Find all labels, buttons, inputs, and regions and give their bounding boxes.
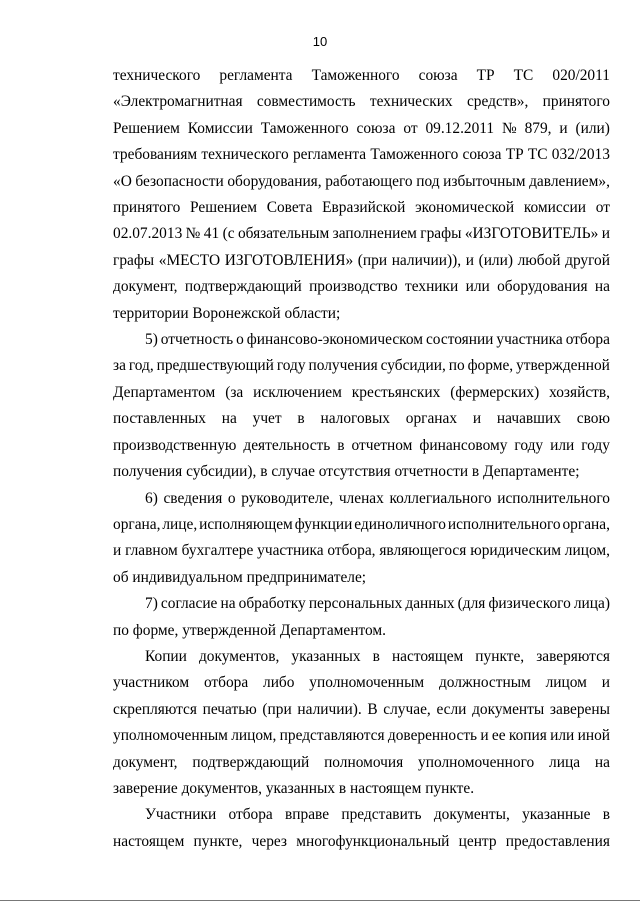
text-line: 5) отчетность о финансово-экономическом состоянии участника отбора (145, 331, 610, 349)
text-line: графы «МЕСТО ИЗГОТОВЛЕНИЯ» (при наличии)), и (или) любой другой (113, 251, 610, 269)
paragraph (113, 802, 610, 855)
text-line: 02.07.2013 № 41 (с обязательным заполнением графы «ИЗГОТОВИТЕЛЬ» и (113, 225, 610, 243)
text-line: Департаментом (за исключением крестьянских (фермерских) хозяйств, (113, 383, 610, 401)
paragraph (113, 591, 610, 644)
text-line: документ, подтверждающий производство техники или оборудования на (113, 278, 610, 296)
text-line: настоящем пункте, через многофункциональный центр предоставления (113, 832, 610, 850)
text-line: документ, подтверждающий полномочия уполномоченного лица на (113, 753, 610, 771)
paragraph (113, 486, 610, 592)
text-line: участником отбора либо уполномоченным должностным лицом и (113, 674, 610, 692)
page-number: 10 (312, 34, 328, 49)
text-line: об индивидуальном предпринимателе; (113, 568, 367, 586)
paragraph (113, 63, 610, 327)
text-line: 6) сведения о руководителе, членах коллегиального исполнительного (145, 489, 610, 507)
text-line: территории Воронежской области; (113, 304, 341, 322)
text-line: поставленных на учет в налоговых органах и начавших свою (113, 410, 610, 428)
text-line: «О безопасности оборудования, работающего под избыточным давлением», (113, 172, 610, 190)
document-body (113, 63, 610, 855)
text-line: получения субсидии), в случае отсутствия отчетности в Департаменте; (113, 463, 580, 481)
text-line: «Электромагнитная совместимость технических средств», принятого (113, 93, 610, 111)
text-line: Копии документов, указанных в настоящем пункте, заверяются (145, 647, 610, 665)
text-line: скрепляются печатью (при наличии). В случае, если документы заверены (113, 700, 610, 718)
paragraph (113, 644, 610, 802)
text-line: по форме, утвержденной Департаментом. (113, 621, 387, 639)
text-line: Решением Комиссии Таможенного союза от 09.12.2011 № 879, и (или) (113, 119, 610, 137)
text-line: уполномоченным лицом, представляются доверенность и ее копия или иной (113, 727, 610, 745)
text-line: 7) согласие на обработку персональных данных (для физического лица) (145, 595, 610, 613)
text-line: Участники отбора вправе представить документы, указанные в (145, 806, 610, 824)
text-line: принятого Решением Совета Евразийской экономической комиссии от (113, 199, 610, 217)
text-line: требованиям технического регламента Таможенного союза ТР ТС 032/2013 (113, 146, 610, 164)
text-line: органа, лице, исполняющем функции единоличного исполнительного органа, (113, 515, 610, 533)
text-line: производственную деятельность в отчетном финансовому году или году (113, 436, 610, 454)
footer-rule (0, 900, 640, 901)
text-line: технического регламента Таможенного союза ТР ТС 020/2011 (113, 67, 610, 84)
text-line: заверение документов, указанных в настоящем пункте. (113, 779, 475, 797)
paragraph (113, 327, 610, 485)
text-line: и главном бухгалтере участника отбора, являющегося юридическим лицом, (113, 542, 610, 560)
text-line: за год, предшествующий году получения субсидии, по форме, утвержденной (113, 357, 610, 375)
